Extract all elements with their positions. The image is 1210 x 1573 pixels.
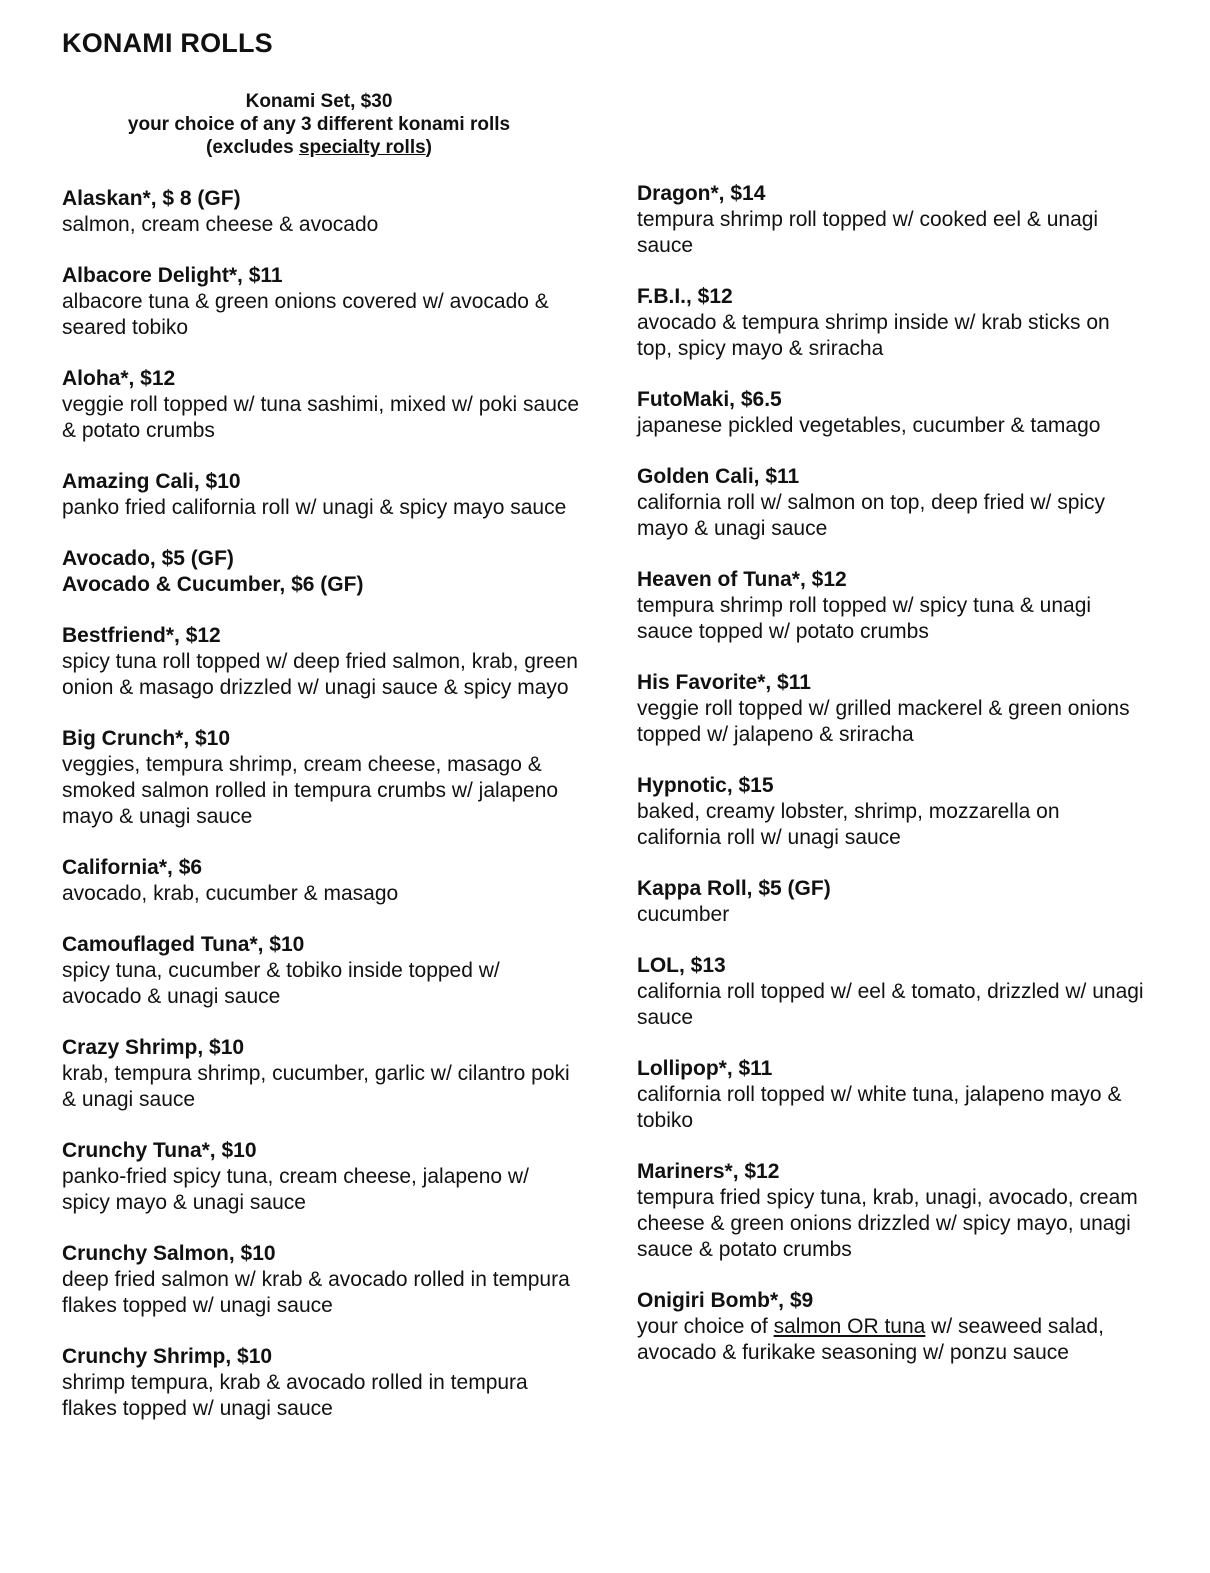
item-description: veggies, tempura shrimp, cream cheese, masago & smoked salmon rolled in tempura crumbs w/ jalapeno mayo & unagi sauce [62,753,559,828]
salmon-or-tuna-link[interactable]: salmon OR tuna [773,1315,926,1338]
item-description: california roll topped w/ white tuna, jalapeno mayo & tobiko [637,1083,1122,1132]
item-name: His Favorite*, $11 [637,671,811,694]
menu-item-california [62,855,582,907]
menu-item-futomaki [637,387,1147,439]
item-description: tempura shrimp roll topped w/ cooked eel & unagi sauce [637,208,1099,257]
item-name: Avocado, $5 (GF) [62,547,234,570]
item-description: panko fried california roll w/ unagi & spicy mayo sauce [62,496,567,519]
menu-item-avocado [62,546,582,598]
item-description: salmon, cream cheese & avocado [62,213,379,236]
item-name: Golden Cali, $11 [637,465,800,488]
item-name: Alaskan*, $ 8 (GF) [62,187,241,210]
item-name: FutoMaki, $6.5 [637,388,782,411]
item-name: Crunchy Salmon, $10 [62,1242,276,1265]
left-menu-column [62,186,582,1447]
item-description: avocado & tempura shrimp inside w/ krab sticks on top, spicy mayo & sriracha [637,311,1110,360]
menu-item-dragon [637,181,1147,259]
item-description: tempura shrimp roll topped w/ spicy tuna & unagi sauce topped w/ potato crumbs [637,594,1092,643]
item-name: California*, $6 [62,856,203,879]
set-exclusion [62,136,576,159]
menu-item-onigiri-bomb [637,1288,1147,1366]
menu-item-alaskan [62,186,582,238]
menu-item-fbi [637,284,1147,362]
menu-item-lol [637,953,1147,1031]
item-description: shrimp tempura, krab & avocado rolled in tempura flakes topped w/ unagi sauce [62,1371,528,1420]
menu-item-his-favorite [637,670,1147,748]
item-name: Aloha*, $12 [62,367,176,390]
item-description: veggie roll topped w/ tuna sashimi, mixed w/ poki sauce & potato crumbs [62,393,580,442]
desc-prefix: your choice of [637,1315,774,1338]
menu-item-lollipop [637,1056,1147,1134]
menu-item-mariners [637,1159,1147,1263]
menu-item-crazy-shrimp [62,1035,582,1113]
menu-item-crunchy-tuna [62,1138,582,1216]
item-description: panko-fried spicy tuna, cream cheese, jalapeno w/ spicy mayo & unagi sauce [62,1165,529,1214]
set-exclusion-suffix: ) [425,137,432,158]
item-description: california roll topped w/ eel & tomato, drizzled w/ unagi sauce [637,980,1144,1029]
item-name: Amazing Cali, $10 [62,470,241,493]
right-menu-column [637,181,1147,1391]
menu-item-albacore-delight [62,263,582,341]
item-name: Lollipop*, $11 [637,1057,773,1080]
menu-item-golden-cali [637,464,1147,542]
menu-item-camouflaged-tuna [62,932,582,1010]
set-price: Konami Set, $30 [245,91,393,112]
item-name: Camouflaged Tuna*, $10 [62,933,305,956]
item-name: Crunchy Shrimp, $10 [62,1345,273,1368]
item-description: tempura fried spicy tuna, krab, unagi, avocado, cream cheese & green onions drizzled w/ spicy mayo, unagi sauce & potato crumbs [637,1186,1138,1261]
item-name: Bestfriend*, $12 [62,624,221,647]
item-name: Kappa Roll, $5 (GF) [637,877,831,900]
item-name: F.B.I., $12 [637,285,733,308]
item-description: baked, creamy lobster, shrimp, mozzarella on california roll w/ unagi sauce [637,800,1060,849]
set-description: your choice of any 3 different konami rolls [127,114,511,135]
menu-item-bestfriend [62,623,582,701]
konami-set-note [62,90,576,159]
item-description: japanese pickled vegetables, cucumber & tamago [637,414,1101,437]
menu-item-amazing-cali [62,469,582,521]
menu-item-hypnotic [637,773,1147,851]
item-description: veggie roll topped w/ grilled mackerel & green onions topped w/ jalapeno & sriracha [637,697,1130,746]
item-name: Crazy Shrimp, $10 [62,1036,245,1059]
item-description: spicy tuna, cucumber & tobiko inside topped w/ avocado & unagi sauce [62,959,500,1008]
item-name: Hypnotic, $15 [637,774,774,797]
item-description: krab, tempura shrimp, cucumber, garlic w/ cilantro poki & unagi sauce [62,1062,570,1111]
menu-item-big-crunch [62,726,582,830]
item-description [637,1314,1147,1366]
item-description: deep fried salmon w/ krab & avocado rolled in tempura flakes topped w/ unagi sauce [62,1268,570,1317]
item-description: spicy tuna roll topped w/ deep fried salmon, krab, green onion & masago drizzled w/ unagi sauce & spicy mayo [62,650,578,699]
item-name: Heaven of Tuna*, $12 [637,568,847,591]
menu-item-crunchy-salmon [62,1241,582,1319]
item-description: avocado, krab, cucumber & masago [62,882,399,905]
desc-suffix: w/ seaweed salad, avocado & furikake seasoning w/ ponzu sauce [637,1315,1104,1364]
item-name: Mariners*, $12 [637,1160,780,1183]
item-description: albacore tuna & green onions covered w/ avocado & seared tobiko [62,290,549,339]
menu-item-crunchy-shrimp [62,1344,582,1422]
set-exclusion-prefix: (excludes [206,137,299,158]
specialty-rolls-link[interactable]: specialty rolls [298,137,426,158]
item-description: california roll w/ salmon on top, deep fried w/ spicy mayo & unagi sauce [637,491,1106,540]
menu-item-aloha [62,366,582,444]
item-name: Big Crunch*, $10 [62,727,231,750]
item-description: cucumber [637,903,730,926]
menu-item-kappa-roll [637,876,1147,928]
item-name: Crunchy Tuna*, $10 [62,1139,257,1162]
item-name-avocado-cucumber: Avocado & Cucumber, $6 (GF) [62,573,364,596]
page-title: KONAMI ROLLS [62,28,273,58]
item-name: Onigiri Bomb*, $9 [637,1289,814,1312]
item-name: Albacore Delight*, $11 [62,264,283,287]
item-name: Dragon*, $14 [637,182,766,205]
item-name: LOL, $13 [637,954,726,977]
menu-item-heaven-of-tuna [637,567,1147,645]
